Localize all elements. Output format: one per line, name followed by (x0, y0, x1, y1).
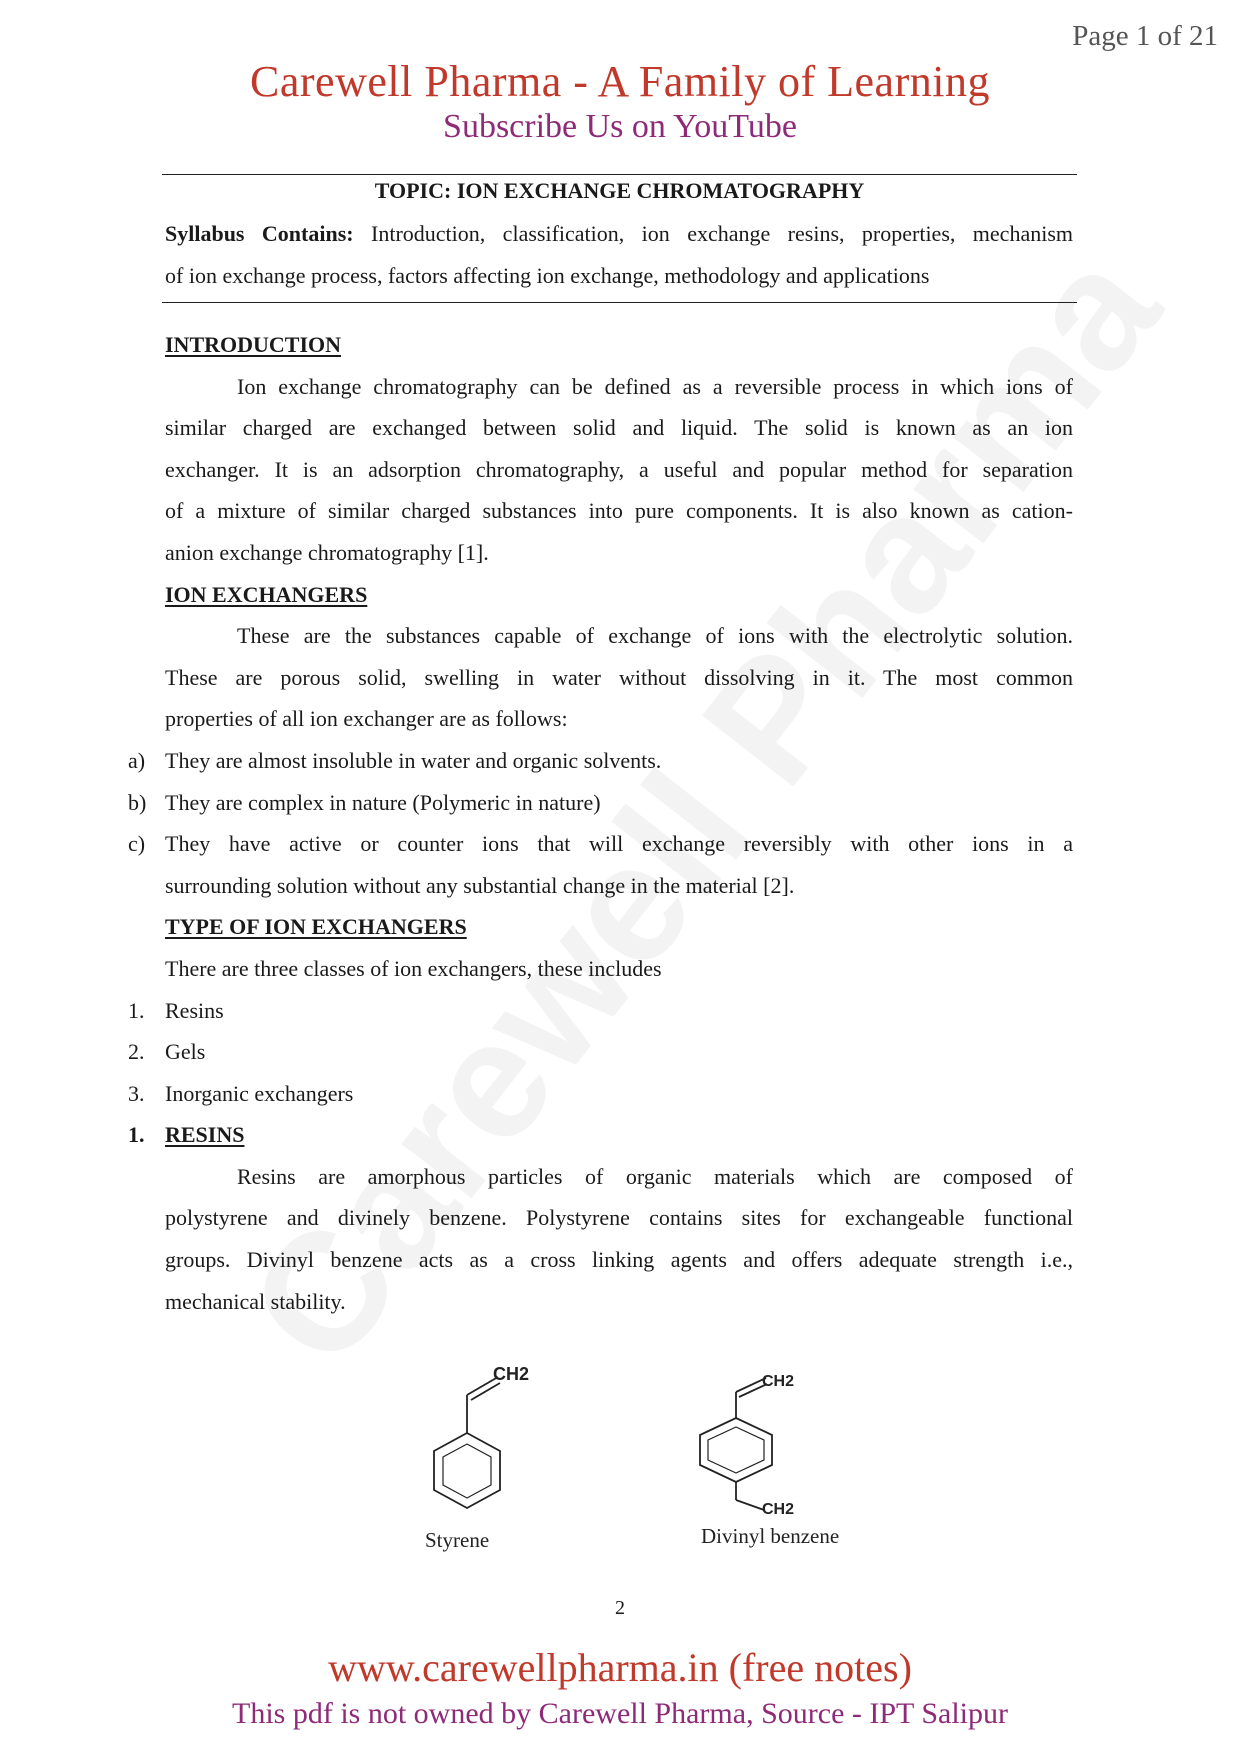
list-marker: c) (128, 831, 146, 857)
types-heading: TYPE OF ION EXCHANGERS (165, 914, 467, 940)
type-label: Resins (165, 997, 224, 1023)
type-label: Inorganic exchangers (165, 1080, 354, 1106)
syllabus-line-2: of ion exchange process, factors affecting ion exchange, methodology and applications (165, 262, 930, 288)
resins-heading: RESINS (165, 1122, 245, 1148)
type-item (128, 990, 1073, 1032)
property-item (128, 782, 1073, 824)
resins-line-4: mechanical stability. (165, 1288, 346, 1314)
list-marker: 1. (128, 997, 145, 1023)
property-text: They have active or counter ions that will exchange reversibly with other ions in a (165, 831, 1073, 857)
resins-line-2: polystyrene and divinely benzene. Polystyrene contains sites for exchangeable functional (165, 1205, 1073, 1231)
syllabus-text-1: Introduction, classification, ion exchange resins, properties, mechanism (371, 221, 1073, 246)
brand-title: Carewell Pharma - A Family of Learning (250, 57, 990, 106)
intro-line-4: of a mixture of similar charged substances into pure components. It is also known as cation- (165, 498, 1073, 524)
divinyl-benzene-diagram (680, 1350, 850, 1520)
list-marker: 3. (128, 1080, 145, 1106)
topic-title: TOPIC: ION EXCHANGE CHROMATOGRAPHY (374, 178, 865, 203)
list-marker: a) (128, 747, 146, 773)
syllabus-line-1 (165, 213, 1073, 255)
list-marker: b) (128, 789, 147, 815)
types-intro: There are three classes of ion exchangers, these includes (165, 955, 662, 981)
source-disclaimer: This pdf is not owned by Carewell Pharma, Source - IPT Salipur (232, 1697, 1008, 1730)
ion-exchangers-heading: ION EXCHANGERS (165, 581, 368, 607)
exchangers-line-3: properties of all ion exchanger are as follows: (165, 706, 568, 732)
intro-line-3: exchanger. It is an adsorption chromatography, a useful and popular method for separation (165, 456, 1073, 482)
exchangers-line-1: These are the substances capable of exchange of ions with the electrolytic solution. (237, 623, 1073, 649)
website-link[interactable]: www.carewellpharma.in (free notes) (328, 1645, 912, 1690)
intro-line-1: Ion exchange chromatography can be defined as a reversible process in which ions of (237, 373, 1073, 399)
page-number: 2 (615, 1597, 625, 1619)
styrene-caption: Styrene (425, 1528, 490, 1552)
property-text: surrounding solution without any substantial change in the material [2]. (165, 872, 795, 898)
styrene-ch2-label: CH2 (493, 1364, 530, 1384)
type-item (128, 1073, 1073, 1115)
property-item (128, 823, 1073, 906)
property-text: They are complex in nature (Polymeric in nature) (165, 789, 601, 815)
divinyl-top-ch2-label: CH2 (762, 1373, 795, 1390)
bottom-rule (162, 302, 1077, 303)
styrene-diagram (420, 1350, 570, 1520)
syllabus-block (165, 213, 1073, 296)
type-item (128, 1031, 1073, 1073)
resins-section-title (128, 1114, 1073, 1156)
intro-line-2: similar charged are exchanged between solid and liquid. The solid is known as an ion (165, 415, 1073, 441)
list-marker: 1. (128, 1122, 145, 1148)
divinyl-benzene-caption: Divinyl benzene (701, 1524, 840, 1548)
resins-line-1: Resins are amorphous particles of organic materials which are composed of (237, 1163, 1073, 1189)
type-label: Gels (165, 1039, 206, 1065)
list-marker: 2. (128, 1039, 145, 1065)
main-content (128, 324, 1073, 1322)
divinyl-benzene-structure (680, 1350, 850, 1548)
exchangers-line-2: These are porous solid, swelling in water without dissolving in it. The most common (165, 664, 1073, 690)
intro-line-5: anion exchange chromatography [1]. (165, 539, 489, 565)
property-item (128, 740, 1073, 782)
property-text: They are almost insoluble in water and organic solvents. (165, 747, 662, 773)
resins-line-3: groups. Divinyl benzene acts as a cross linking agents and offers adequate strength i.e., (165, 1247, 1073, 1273)
syllabus-label: Syllabus Contains: (165, 221, 354, 246)
top-rule (162, 174, 1077, 175)
introduction-heading: INTRODUCTION (165, 332, 342, 357)
page-indicator: Page 1 of 21 (1072, 20, 1218, 52)
subscribe-line: Subscribe Us on YouTube (443, 108, 797, 145)
divinyl-bottom-ch2-label: CH2 (762, 1501, 795, 1518)
styrene-structure (420, 1350, 570, 1552)
